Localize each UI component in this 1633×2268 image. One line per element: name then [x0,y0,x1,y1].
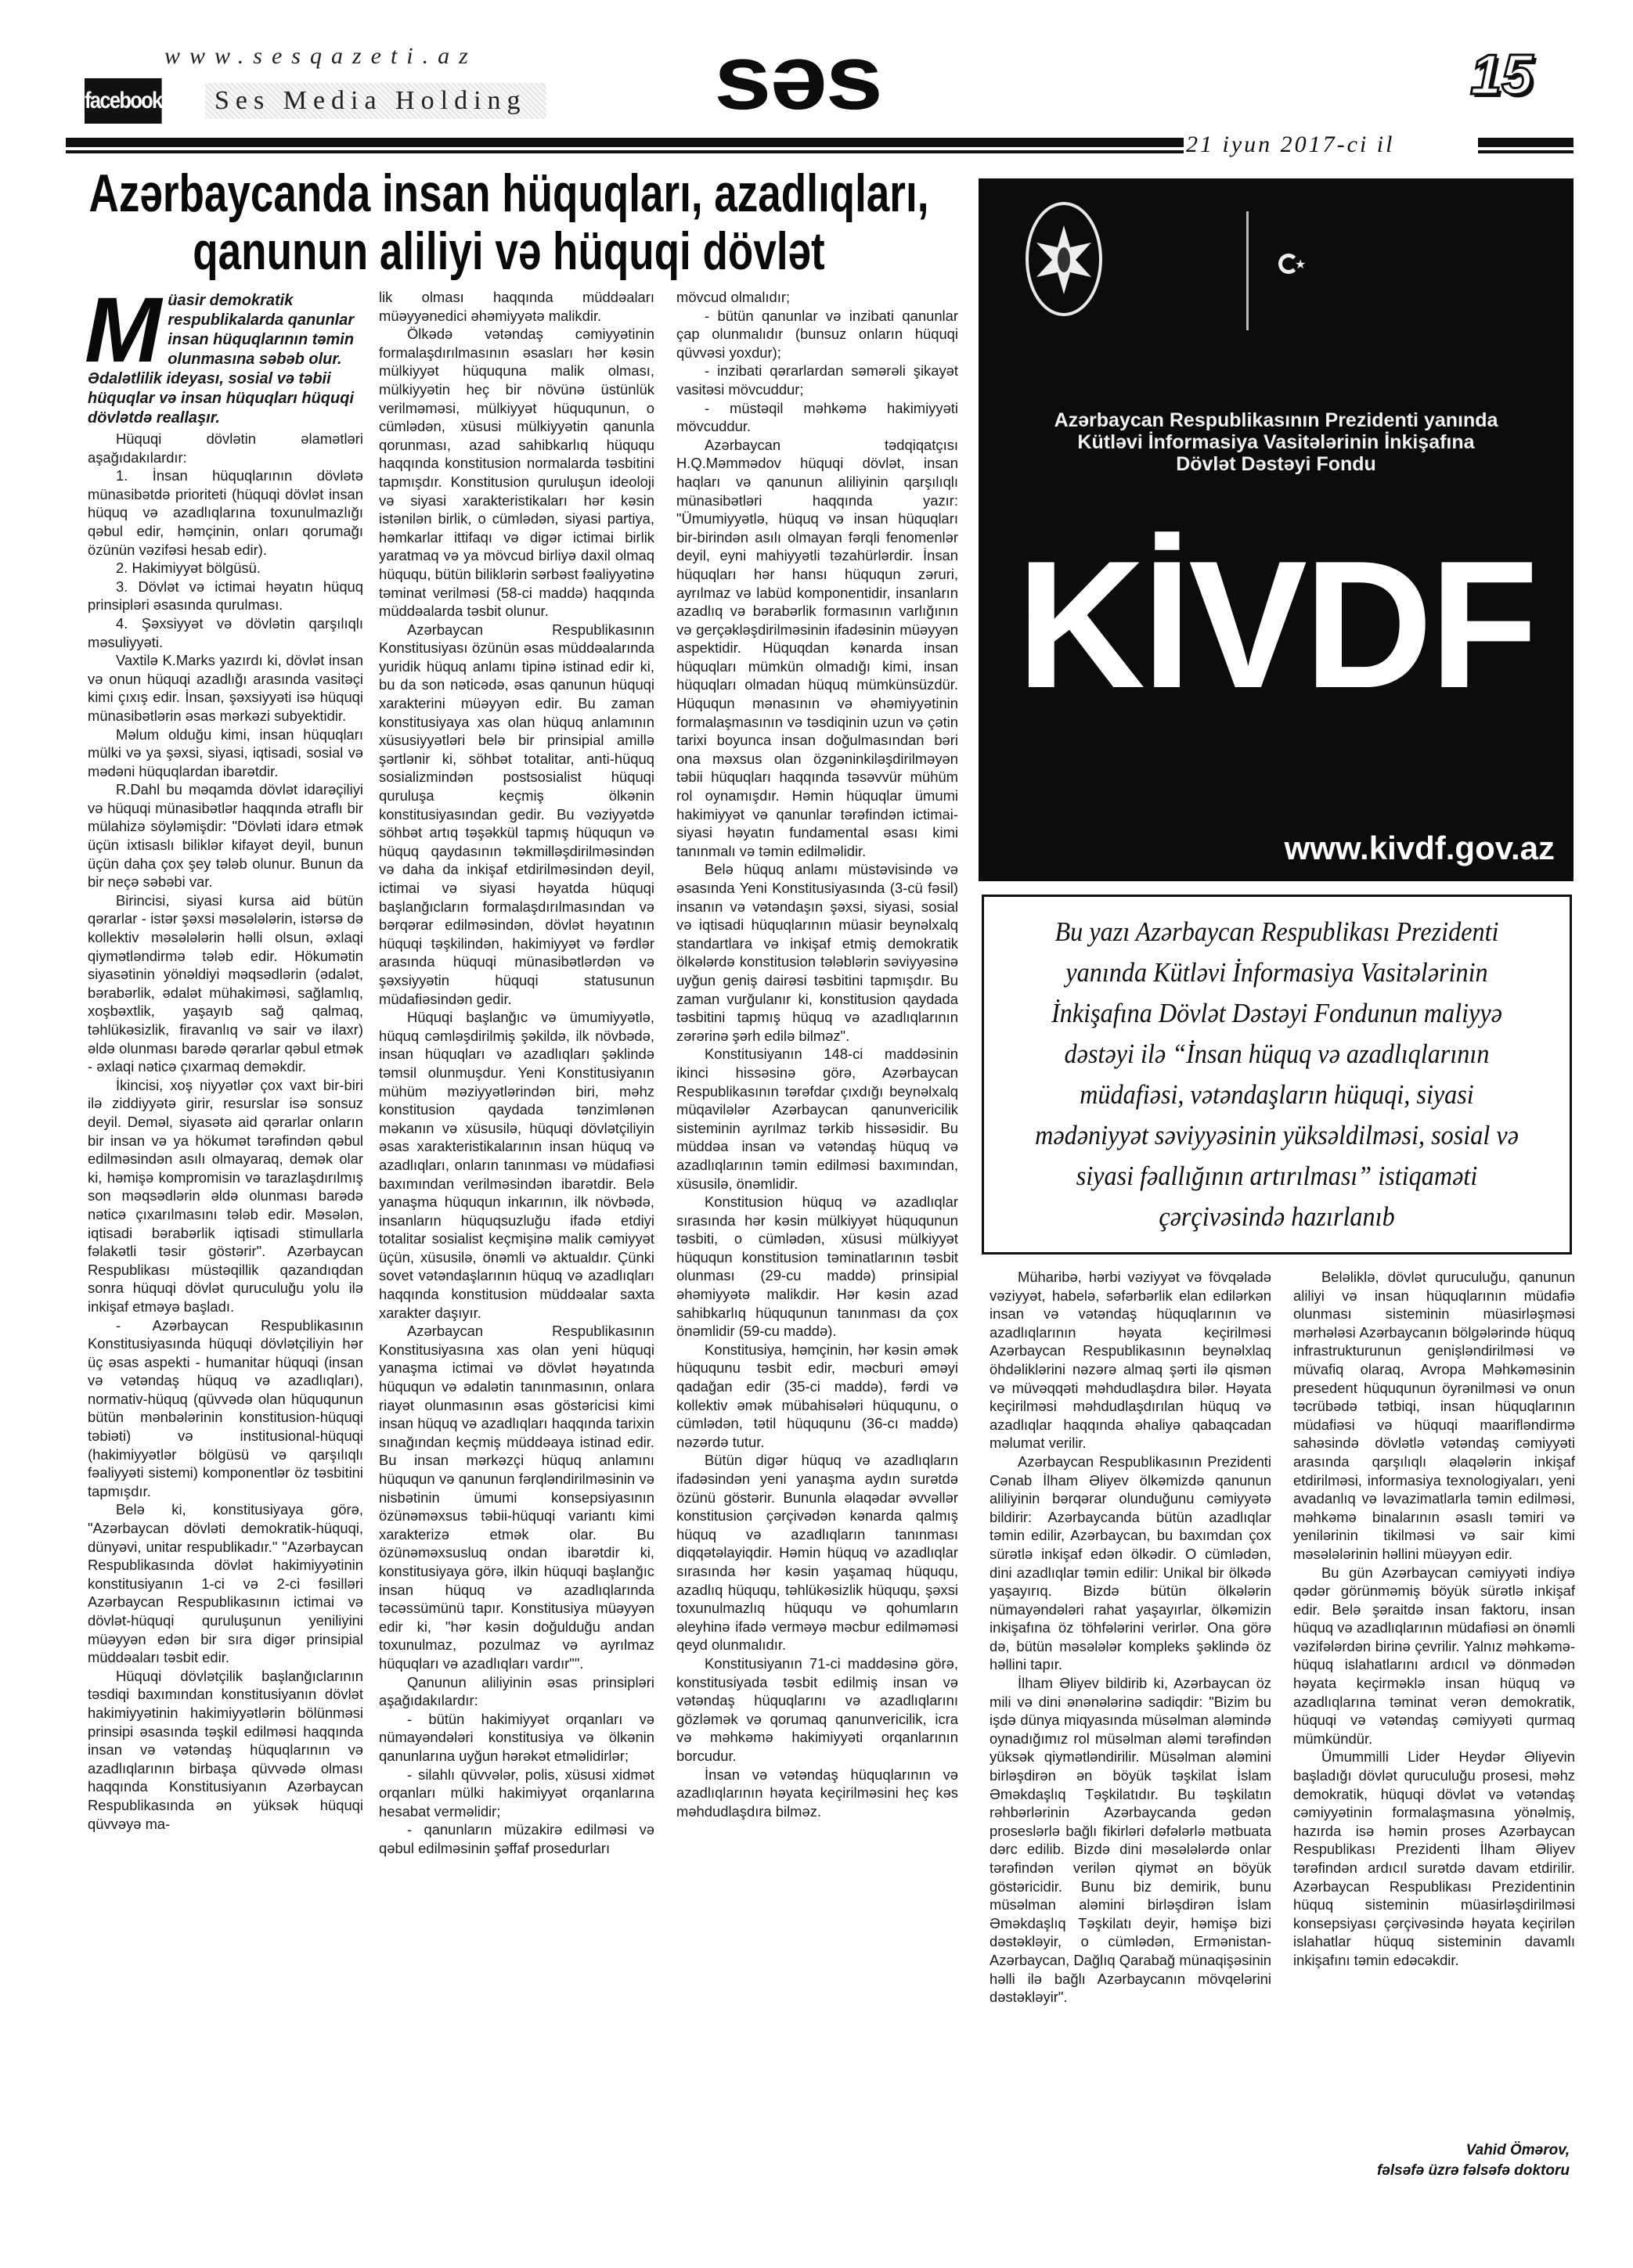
page-number: 15 [1470,44,1534,106]
header-rule-right-thin [1478,150,1574,153]
paragraph: Belə ki, konstitusiyaya görə, "Azərbaycan dövləti demokratik-hüquqi, dünyəvi, unitar respublikadır." "Azərbaycan Respublikasında dövlət hakimiyyətinin konstitusiyanın 1-ci və 2-ci fəsilləri Azərbaycan Respublikasının ictimai və dövlət-hüquqi quruluşunun yeniliyini müəyyən edən bir sıra digər prinsipial müddəaları təsbit edir. [88,1501,363,1666]
paragraph: Ölkədə vətəndaş cəmiyyətinin formalaşdırılmasının əsasları hər kəsin mülkiyyət hüququna malik olması, mülkiyyətin heç bir növünə üstünlük verilməməsi, mülkiyyət hüququnun, o cümlədən, xüsusi mülkiyyətin qanunla qorunması, azad sahibkarlıq hüququ haqqında konstitusion normalarda təsbitini tapmışdır. Konstitusion quruluşun ideoloji və siyasi xarakteristikaları hər kəsin istənilən birlik, o cümlədən, siyasi partiya, həmkarlar ittifaqı və digər ictimai birlik yaratmaq və ya mövcud birliyə daxil olmaq hüququ, bütün biliklərin sərbəst fəaliyyətinə təminat verilməsi (58-ci maddə) haqqında müddəalarda təsbit olunur. [379,326,654,620]
paragraph: R.Dahl bu məqamda dövlət idarəçiliyi və hüquqi münasibətlər haqqında ətraflı bir mülahizə söyləmişdir: "Dövləti idarə etmək üçün ixtisaslı biliklər kifayət deyil, bunun üçün daha çox şey tələb olunur. Bunun da bir neçə səbəbi var. [88,781,363,891]
azerbaijan-emblem-icon [1026,202,1102,316]
flagpole-icon [1246,211,1249,330]
paragraph: Məlum olduğu kimi, insan hüquqları mülki və ya şəxsi, siyasi, iqtisadi, sosial və mədəni hüquqlardan ibarətdir. [88,725,363,779]
paragraph: Beləliklə, dövlət quruculuğu, qanunun aliliyi və insan hüquqlarının müdafiə olunması sisteminin müasirləşməsi mərhələsi Azərbaycanın bölgələrində hüquq infrastrukturunun genişləndirilməsi və müvafiq olaraq, Avropa Məhkəməsinin presedent hüququnun öyrənilməsi və onun təcrübədə tətbiqi, insan hüquqlarının müdafiəsi və hüquqi maarifləndirmə sahəsində dövlətlə vətəndaş cəmiyyəti arasında qarşılıqlı əlaqələrin inkişaf etdirilməsi, informasiya texnologiyaları, yeni avadanlıq və ləvazimatlarla təmin edilməsi, məhkəmə binalarının əsaslı təmiri və yenilərinin tikilməsi və sair kimi məsələlərinin həllini müəyyən edir. [1293,1269,1575,1562]
paragraph: İnsan və vətəndaş hüquqlarının və azadlıqlarının həyata keçirilməsini heç kəs məhdudlaşdıra bilməz. [676,1766,958,1820]
paragraph: - qanunların müzakirə edilməsi və qəbul edilməsinin şəffaf prosedurları [379,1821,654,1856]
paragraph: Konstitusiyanın 71-ci maddəsinə görə, konstitusiyada təsbit edilmiş insan və vətəndaş hüquqlarını və azadlıqlarını gözləmək və qorumaq qanunvericilik, icra və məhkəmə hakimiyyəti orqanlarının borcudur. [676,1654,958,1764]
media-holding-label: Ses Media Holding [205,83,546,119]
article-lead: Müasir demokratik respublikalarda qanunlar insan hüquqlarının təmin olunmasına səbəb olur. Ədalətlilik ideyası, sosial və təbii hüquqlar və insan hüquqları hüquqi dövlətdə reallaşır. [85,279,355,427]
paragraph: - silahlı qüvvələr, polis, xüsusi xidmət orqanları mülki hakimiyyət orqanlarına hesabat verməlidir; [379,1766,654,1820]
paragraph: 1. İnsan hüquqlarının dövlətə münasibətdə prioriteti (hüquqi dövlət insan hüquq və azadlıqlarına toxunulmazlığı qəbul edir, həmçinin, onları qorumağı özünün vəzifəsi hesab edir). [88,467,363,558]
author-byline [1362,2140,1570,2181]
paragraph: Konstitusiya, həmçinin, hər kəsin əmək hüququnu təsbit edir, məcburi əməyi qadağan edir (35-ci maddə), fərdi və kollektiv əmək mübahisələri hüququnu, o cümlədən, tətil hüququnu (36-cı maddə) nəzərdə tutur. [676,1341,958,1450]
paragraph: Ümummilli Lider Heydər Əliyevin başladığı dövlət quruculuğu prosesi, məhz demokratik, hüquqi dövlət və vətəndaş cəmiyyətinin formalaşmasına yönəlmiş, hazırda isə həmin proses Azərbaycan Respublikası Prezidenti İlham Əliyev tərəfindən ardıcıl surətdə davam etdirilir. Azərbaycan Respublikası Prezidentinin hüquq sisteminin müasirləşdirilməsi konsepsiyası çərçivəsində həyata keçirilən islahatlar hüquq sisteminin davamlı inkişafını təmin edəcəkdir. [1293,1748,1575,1968]
paragraph: Konstitusion hüquq və azadlıqlar sırasında hər kəsin mülkiyyət hüququnun təsbiti, o cümlədən, xüsusi mülkiyyət hüququn konstitusion təminatlarının təsbit olunması (29-cu maddə) prinsipial əhəmiyyətə malikdir. Hər kəsin azad sahibkarlıq hüququnun tanınması da çox önəmlidir (59-cu maddə). [676,1193,958,1340]
paragraph: Konstitusiyanın 148-ci maddəsinin ikinci hissəsinə görə, Azərbaycan Respublikasının tərəfdar çıxdığı beynəlxalq müqavilələr Azərbaycan qanunvericilik sisteminin ayrılmaz tərkib hissəsidir. Bu müddəa insan və vətəndaş hüquq və azadlıqlarının təmin edilməsi baxımından, xüsusilə, önəmlidir. [676,1046,958,1192]
paragraph: Belə hüquq anlamı müstəvisində və əsasında Yeni Konstitusiyasında (3-cü fəsil) insanın və vətəndaşın şəxsi, siyasi, sosial və iqtisadi hüquqlarının müasir beynəlxalq standartlara və inkişaf etmiş demokratik ölkələrdə konstitusion tələblərin səviyyəsinə uyğun geniş dairəsi təsbitini tapmışdır. Bu zaman vurğulanır ki, konstitusion qaydada təsbitini tapmış hüquq və azadlıqlarının zərərinə şərh edilə bilməz". [676,861,958,1044]
paragraph: 2. Hakimiyyət bölgüsü. [116,560,261,577]
column-3-paragraphs [676,288,958,1820]
article-column-3 [676,288,958,1820]
paragraph: İkincisi, xoş niyyətlər çox vaxt bir-biri ilə ziddiyyətə girir, resurslar isə sonsuz deyil. Deməl, siyasətə aid qərarlar onların bir insan və ya hökumət tərəfindən qəbul edilməsindən asılı olmayaraq, demək olar ki, həmişə kompromisin və tarazlaşdırılmış son məqsədlərin əldə olunması barədə nəticə çıxarılmasını tələb edir. Məsələn, iqtisadi bərabərlik iqtisadi stimullarla fəlakətli təsir göstərir". Azərbaycan Respublikası müstəqillik qazandıqdan sonra hüquqi dövlət quruculuğu yolu ilə inkişaf etməyə başladı. [88,1076,363,1315]
article-headline [88,164,929,281]
author-title: fəlsəfə üzrə fəlsəfə doktoru [1376,2162,1570,2179]
paragraph: Birincisi, siyasi kursa aid bütün qərarlar - istər şəxsi məsələlərin, istərsə də kollektiv məsələlərin həlli olsun, əxlaqi qiymətləndirmə tələb edir. Hökumətin siyasətinin yönəldiyi məqsədlərin (ədalət, bərabərlik, ədalət mühakiməsi, sağlamlıq, xoşbəxtlik, yaşayıb sağ qalmaq, təhlükəsizlik, firavanlıq və sair və ilaxr) əldə olunması barədə qərarlar qəbul etmək - əxlaqi nəticə çıxarmaq deməkdir. [88,891,363,1075]
paragraph: Azərbaycan Respublikasının Konstitusiyası özünün əsas müddəalarında yuridik hüquq anlamı tipinə istinad edir ki, bu da son nəticədə, əsas qanunun hüquqi xarakterini müəyyən edir. Bu zaman konstitusiyaya xas olan hüquq anlamının xüsusiyyətləri belə bir prinsipial amillə şərtlənir ki, söhbət totalitar, anti-hüquq sosializmindən postsosialist hüquqi quruluşa keçmiş ölkənin konstitusiyasından gedir. Bu vəziyyətdə söhbət artıq təşəkkül tapmış hüququn və hüquq qaydasının təkmilləşdirilməsindən və daha da inkişaf etdirilməsindən deyil, ictimai və siyasi həyatda hüquqi başlanğıcların formalaşdırılmasından və bərqərar edilməsindən, dövlət həyatının hüquqi təşkilindən, hakimiyyət və fərdlər arasında hüquqi münasibətlərdən və şəxsiyyətin hüquqi statusunun müdafiəsindən gedir. [379,621,654,1007]
paragraph: Hüquqi dövlətçilik başlanğıclarının təsdiqi baxımından konstitusiyanın dövlət hakimiyyətinin hakimiyyətlərin bölünməsi prinsipi əsasında təşkil edilməsi haqqında insan və vətəndaş hüquqlarının və azadlıqlarının birbaşa qüvvədə olması haqqında Konstitusiyanın Azərbaycan Respublikasında ən yüksək hüquqi qüvvəyə ma- [88,1667,363,1832]
article-column-1 [85,279,363,1833]
column-4-paragraphs [990,1268,1271,2007]
column-2-paragraphs [379,288,654,1857]
column-5-paragraphs [1293,1268,1575,1970]
paragraph: Vaxtilə K.Marks yazırdı ki, dövlət insan və onun hüquqi azadlığı arasında vasitəçi kimi çıxış edir. İnsan, şəxsiyyəti isə hüquqi münasibətlərin əsas mərkəzi subyektidir. [88,652,363,724]
kivdf-url-link[interactable]: www.kivdf.gov.az [1284,830,1555,866]
header-rule-right [1478,138,1574,147]
website-url[interactable]: www.sesqazeti.az [164,43,478,69]
ad-organization-name: Azərbaycan Respublikasının Prezidenti yanında Kütləvi İnformasiya Vasitələrinin İnkişafına Dövlət Dəstəyi Fondu [1054,409,1498,475]
sponsor-note-box [982,895,1572,1255]
paragraph: Hüquqi dövlətin əlamətləri aşağıdakılardır: [88,430,363,466]
paragraph: - Azərbaycan Respublikasının Konstitusiyasında hüquqi dövlətçiliyin hər üç əsas aspekti - humanitar hüquqi (insan və vətəndaş hüquq və azadlıqları), normativ-hüquq (qüvvədə olan hüququnun bütün mənbələrinin konstitusion-hüquqi təbiəti) və institusional-hüquqi (hakimiyyətlər bölgüsü və qarşılıqlı fəaliyyəti sistemi) komponentlər öz təsbitini tapmışdır. [88,1316,363,1499]
drop-cap: M [85,279,162,382]
column-1-paragraphs [88,430,363,1833]
header-rule [66,138,1184,147]
paragraph: Bu gün Azərbaycan cəmiyyəti indiyə qədər görünməmiş böyük sürətlə inkişaf edir. Belə şəraitdə insan faktoru, insan hüquq və azadlıqlarının müdafiəsi ən önəmli vəzifələrdən birinə çevrilir. Yalnız məhkəmə-hüquq islahatlarını ardıcıl və dönmədən həyata keçirməklə insan hüquq və azadlıqlarına təminat verən demokratik, hüquqi və vətəndaş cəmiyyəti qurmaq mümkündür. [1293,1564,1575,1747]
paragraph: - bütün qanunlar və inzibati qanunlar çap olunmalıdır (bunsuz onların hüquqi qüvvəsi yoxdur); [676,307,958,361]
paragraph: Hüquqi başlanğıc və ümumiyyətlə, hüquq cəmləşdirilmiş şəkildə, ilk növbədə, insan hüquqları və azadlıqları şəklində təmsil olunmuşdur. Yeni Konstitusiyanın mühüm məziyyətlərindən biri, məhz konstitusion qaydada tənzimlənən məkanın və xüsusilə, hüquqi dövlətçiliyin əsas xarakteristikalarının insan hüquq və azadlıqları, onların tanınması və müdafiəsi baxımından verilməsindən ibarətdir. Belə yanaşma hüququn inkarının, ilk növbədə, insanların hüquqsuzluğu ifadə etdiyi totalitar sosialist keçmişinə malik cəmiyyət üçün, xüsusilə, önəmli və aktualdır. Çünki sovet vətəndaşlarının hüquq və azadlıqları haqqında konstitusion müddəalar saxta xarakter daşıyır. [379,1009,654,1321]
article-column-5 [1293,1268,1575,1970]
header-rule-thin [66,150,1184,153]
facebook-badge[interactable]: facebook [85,78,162,124]
paragraph: - müstəqil məhkəmə hakimiyyəti mövcuddur. [676,399,958,435]
paragraph: Qanunun aliliyinin əsas prinsipləri aşağıdakılardır: [379,1673,654,1709]
paragraph: Müharibə, hərbi vəziyyət və fövqəladə vəziyyət, habelə, səfərbərlik elan edilərkən insan və vətəndaş hüquqlarının və azadlıqlarının həyata keçirilməsi Azərbaycan Respublikasının beynəlxlaq öhdəliklərini nəzərə almaq şərti ilə qismən və müvəqqəti məhdudlaşdıra bilər. Həyata keçirilməsi məhdudlaşdırılan hüquq və azadlıqlar haqqında əhaliyə qabaqcadan məlumat verilir. [990,1269,1271,1452]
paragraph: 3. Dövlət və ictimai həyatın hüquq prinsipləri əsasında qurulması. [88,578,363,614]
author-name: Vahid Ömərov, [1465,2142,1570,2158]
issue-date: 21 iyun 2017-ci il [1186,131,1395,157]
paragraph: Azərbaycan tədqiqatçısı H.Q.Məmmədov hüquqi dövlət, insan haqları və qanunun aliliyinin qarşılıqlı münasibətləri haqqında yazır: "Ümumiyyətlə, hüquq və insan hüquqları bir-birindən asılı olmayan fərqli fenomenlər deyil, eyni mahiyyətli təzahürlərdir. İnsan hüquqları hər hansı hüququn zəruri, ayrılmaz və labüd komponentidir, insanların azadlıq və bərabərlik formasının varlığının və gerçəkləşdirilməsinin ifadəsinin müəyyən aspektidir. Hüquqdan kənarda insan hüquqları mümkün olmadığı kimi, insan hüquqları olmadan hüquq mümkünsüzdür. Hüququn mənasının və əhəmiyyətinin formalaşmasının və təsdiqinin uzun və çətin tarixi boyunca insan doğulmasından bəri ona məxsus olan özgəninkiləşdirilməyən təbii hüquqları haqqında təsəvvür mühüm rol oynamışdır. Həmin hüquqlar ümumi hakimiyyət və qanunlar tərəfindən ictimai-siyasi həyatın fundamental əsası kimi tanınmalı və təmin edilməlidir. [676,436,958,859]
paragraph: İlham Əliyev bildirib ki, Azərbaycan öz mili və dini ənənələrinə sadiqdir: "Bizim bu işdə dünya miqyasında müsəlman aləmində oynadığımız rol müsəlman aləmi tərəfindən yüksək qiymətləndirilir. Müsəlman aləmini birləşdirən ən böyük təşkilat İslam Əməkdaşlıq Təşkilatıdır. Bu təşkilatın rəhbərlərinin Azərbaycanda gedən proseslərlə bağlı fikirləri dəfələrlə mətbuata dərc edilib. Bizdə dini məsələlərdə onlar tərəfindən verilən qiymət ən böyük göstəricidir. Bunu biz demirik, bunu müsəlman aləmini birləşdirən İslam Əməkdaşlıq Təşkilatı deyir, həmişə bizi dəstəkləyir, o cümlədən, Ermənistan-Azərbaycan, Dağlıq Qarabağ münaqişəsinin həlli ilə bağlı Azərbaycanın mövqelərini dəstəkləyir". [990,1675,1271,2006]
paragraph: lik olması haqqında müddəaları müəyyənedici əhəmiyyətə malikdir. [379,289,654,324]
paragraph: Azərbaycan Respublikasının Prezidenti Cənab İlham Əliyev ölkəmizdə qanunun aliliyinin bərqərar olunduğunu cəmiyyətə bildirir: Azərbaycanda bütün azadlıqlar təmin edilir, Azərbaycan, bu baxımdan çox sürətlə inkişaf edən ölkədir. O cümlədən, dini azadlıqlar təmin edilir: Unikal bir ölkədə yaşayırıq. Bizdə bütün ölkələrin nümayəndələri rahat yaşayırlar, ölkəmizin inkişafına öz töhfələrini verirlər. Ona görə də, bütün məsələlər kompleks şəklində öz həllini tapır. [990,1453,1271,1673]
paragraph: mövcud olmalıdır; [676,289,791,305]
paragraph: Bütün digər hüquq və azadlıqların ifadəsindən yeni yanaşma aydın surətdə özünü göstərir. Bununla əlaqədar əvvəllər konstitusion çərçivədən kənarda qalmış hüquq və azadlıqların tanınması diqqətəlayiqdir. Həmin hüquq və azadlıqlar sırasında hər kəsin yaşamaq hüququ, azadlıq hüququ, təhlükəsizlik hüququ, şəxsi toxunulmazlıq hüququ və qohumların əleyhinə ifadə verməyə məcbur edilməməsi qeyd olunmalıdır. [676,1452,958,1654]
article-column-4 [990,1268,1271,2007]
kivdf-logo: KİVDF [1016,524,1536,726]
headline-line-1: Azərbaycanda insan hüquqları, azadlıqları, [88,164,929,223]
paragraph: - inzibati qərarlardan səmərəli şikayət vasitəsi mövcuddur; [676,362,958,398]
kivdf-advertisement[interactable] [979,178,1574,881]
paragraph: Azərbaycan Respublikasının Konstitusiyasına xas olan yeni hüquqi yanaşma ictimai və dövlət həyatında hüququn və ədalətin tanınmasının, onlara riayət olunmasının əsas göstəricisi kimi insan hüquq və azadlıqları haqqında tarixin sınağından keçmiş müddəaya istinad edir. Bu insan mərkəzçi hüquq anlamını hüququn və qanunun fərqləndirilməsinin və nisbətinin ümumi konsepsiyasının özünəməxsus təbii-hüquqi variantı kimi xarakterizə etmək olar. Bu özünəməxsusluq ondan ibarətdir ki, konstitusiyaya görə, ilkin hüquqi başlanğıc insan hüquq və azadlıqlarında təcəssümünü tapır. Konstitusiya müəyyən edir ki, "hər kəsin doğulduğu andan toxunulmaz, pozulmaz və ayrılmaz hüquqları və azadlıqları vardır"". [379,1323,654,1672]
paragraph: 4. Şəxsiyyət və dövlətin qarşılıqlı məsuliyyəti. [88,614,363,650]
headline-line-2: qanunun aliliyi və hüquqi dövlət [193,221,825,281]
newspaper-logo: səs [714,26,881,129]
paragraph: - bütün hakimiyyət orqanları və nümayəndələri konstitusiya və ölkənin qanunlarına uyğun hərəkət etməlidirlər; [379,1710,654,1764]
sponsor-note-text: Bu yazı Azərbaycan Respublikası Prezidenti yanında Kütləvi İnformasiya Vasitələrinin İnkişafına Dövlət Dəstəyi Fondunun maliyyə dəstəyi ilə “İnsan hüquq və azadlıqlarının müdafiəsi, vətəndaşların hüquqi, siyasi mədəniyyət səviyyəsinin yüksəldilməsi, sosial və siyasi fəallığının artırılması” istiqaməti çərçivəsində hazırlanıb [1035,916,1519,1232]
flag-star-icon: ★ [1295,258,1307,272]
article-column-2 [379,288,654,1857]
